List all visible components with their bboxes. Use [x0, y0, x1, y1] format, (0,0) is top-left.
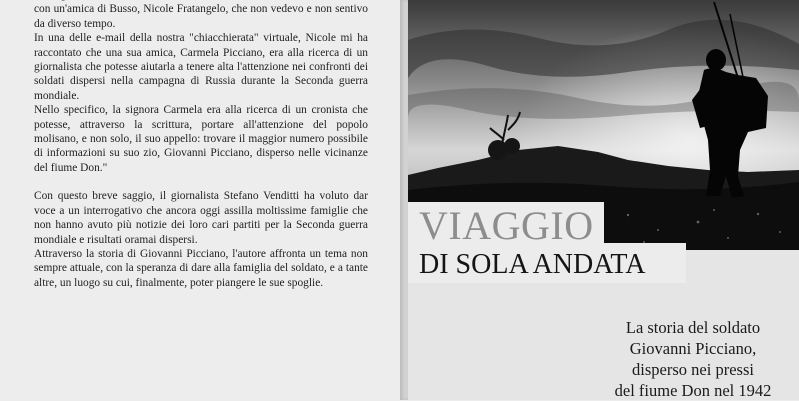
blurb-paragraph: In una delle e-mail della nostra "chiacchierata" virtuale, Nicole mi ha raccontato che una sua amica, Carmela Picciano, era alla ricerca di un giornalista che potesse aiutarla a tenere alta l'attenzione nei confronti dei soldati dispersi nella campagna di Russia durante la Seconda guerra mondiale.: [34, 32, 368, 102]
blurb-paragraph: con un'amica di Busso, Nicole Fratangelo, che non vedevo e non sentivo da diverso tempo.: [34, 3, 368, 30]
back-cover-blurb: [34, 0, 368, 290]
subtitle-line: La storia del soldato: [625, 318, 761, 337]
back-cover: [0, 0, 400, 400]
book-spine: [400, 0, 408, 400]
subtitle-line: disperso nei pressi: [632, 360, 754, 379]
subtitle-line: Giovanni Picciano,: [629, 339, 757, 358]
blurb-paragraph: Attraverso la storia di Giovanni Picciano, l'autore affronta un tema non sempre attuale, con la speranza di dare alla famiglia del soldato, e a tante altre, un luogo su cui, finalmente, poter piangere le sue spoglie.: [34, 247, 368, 289]
book-subtitle: [598, 317, 788, 401]
book-title-line1: VIAGGIO: [419, 203, 594, 248]
front-cover: [408, 0, 799, 400]
blurb-paragraph: Con questo breve saggio, il giornalista Stefano Venditti ha voluto dar voce a un interrogativo che ancora oggi assilla moltissime famiglie che non hanno avuto più notizie dei loro cari partiti per la Seconda guerra mondiale e risultati oramai dispersi.: [34, 190, 368, 246]
subtitle-line: del fiume Don nel 1942: [614, 381, 772, 400]
blurb-paragraph: Nello specifico, la signora Carmela era alla ricerca di un cronista che potesse, attraverso la scrittura, portare all'attenzione del popolo molisano, e non solo, il suo appello: trovare il maggior numero possibile di informazioni su suo zio, Giovanni Picciano, disperso nelle vicinanze del fiume Don.": [34, 104, 368, 174]
book-title-line2: DI SOLA ANDATA: [419, 249, 646, 280]
